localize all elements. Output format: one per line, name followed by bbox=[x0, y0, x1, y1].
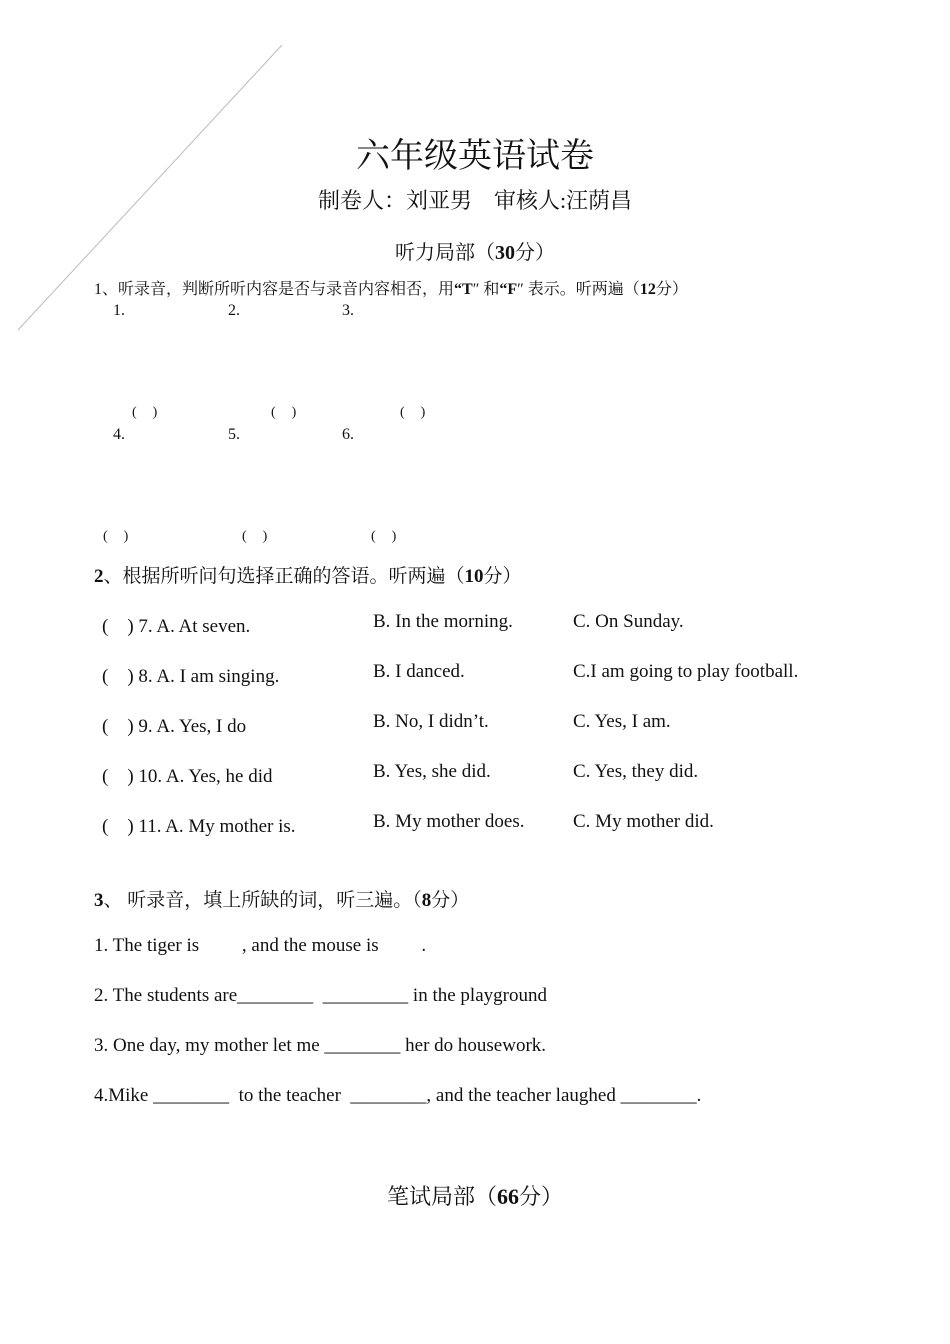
option-c: C. Yes, they did. bbox=[573, 761, 699, 782]
answer-blank[interactable]: ( ) bbox=[271, 405, 298, 420]
part2-instruction: 2、根据所听问句选择正确的答语。听两遍（10分） bbox=[94, 566, 522, 587]
item-number: 6. bbox=[342, 426, 354, 443]
question-lead: ( ) 8. A. I am singing. bbox=[102, 666, 280, 687]
option-b: B. My mother does. bbox=[373, 811, 525, 832]
option-c: C. Yes, I am. bbox=[573, 711, 671, 732]
fill-line: 2. The students are________ _________ in the playground bbox=[94, 985, 547, 1006]
item-number: 5. bbox=[228, 426, 240, 443]
answer-blank[interactable]: ( ) bbox=[132, 405, 159, 420]
option-c: C. My mother did. bbox=[573, 811, 714, 832]
option-b: B. Yes, she did. bbox=[373, 761, 491, 782]
fill-line: 1. The tiger is , and the mouse is . bbox=[94, 935, 427, 956]
item-number: 1. bbox=[113, 302, 125, 319]
question-lead: ( ) 11. A. My mother is. bbox=[102, 816, 296, 837]
question-lead: ( ) 7. A. At seven. bbox=[102, 616, 251, 637]
answer-blank[interactable]: ( ) bbox=[103, 529, 130, 544]
writing-section-heading: 笔试局部（66分） bbox=[386, 1184, 564, 1209]
page-title: 六年级英语试卷 bbox=[356, 138, 594, 175]
part3-instruction: 3、 听录音，填上所缺的词，听三遍。（8分） bbox=[94, 890, 470, 911]
answer-blank[interactable]: ( ) bbox=[371, 529, 398, 544]
option-b: B. No, I didn’t. bbox=[373, 711, 489, 732]
fill-line: 4.Mike ________ to the teacher ________, and the teacher laughed ________. bbox=[94, 1085, 702, 1106]
question-lead: ( ) 10. A. Yes, he did bbox=[102, 766, 273, 787]
listening-section-heading: 听力局部（30分） bbox=[395, 242, 555, 264]
option-b: B. I danced. bbox=[373, 661, 465, 682]
makers-line: 制卷人：刘亚男 审核人:汪荫昌 bbox=[317, 188, 633, 213]
option-c: C. On Sunday. bbox=[573, 611, 684, 632]
fill-line: 3. One day, my mother let me ________ her do housework. bbox=[94, 1035, 547, 1056]
option-b: B. In the morning. bbox=[373, 611, 513, 632]
answer-blank[interactable]: ( ) bbox=[242, 529, 269, 544]
item-number: 2. bbox=[228, 302, 240, 319]
question-lead: ( ) 9. A. Yes, I do bbox=[102, 716, 247, 737]
part1-instruction: 1、听录音，判断所听内容是否与录音内容相否，用“T″ 和“F″ 表示。听两遍（12分） bbox=[94, 281, 688, 298]
option-c: C.I am going to play football. bbox=[573, 661, 799, 682]
answer-blank[interactable]: ( ) bbox=[400, 405, 427, 420]
item-number: 4. bbox=[113, 426, 125, 443]
item-number: 3. bbox=[342, 302, 354, 319]
